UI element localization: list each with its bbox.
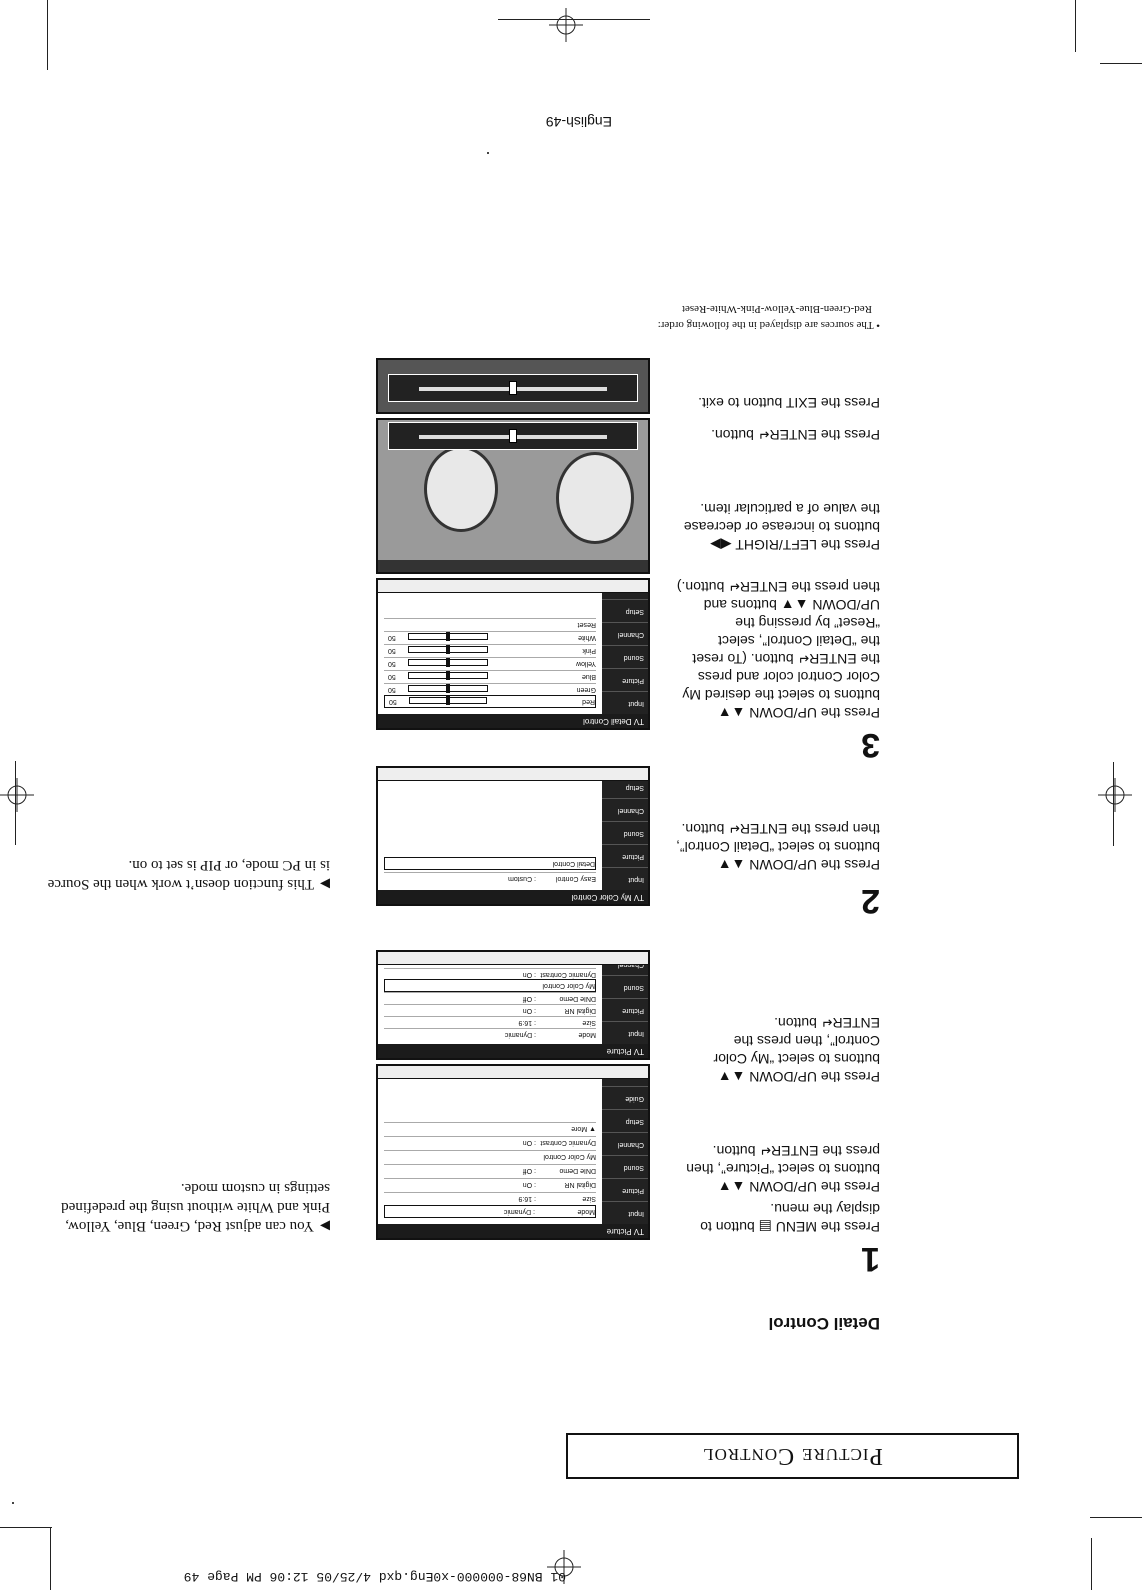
osd-row: DNIe Demo : Off — [384, 992, 596, 1004]
person-face-image — [556, 452, 634, 544]
osd-sidebar-item: Setup — [602, 599, 648, 622]
osd-row: My Color Control — [384, 979, 596, 992]
osd-row: Detail Control — [384, 857, 596, 870]
osd-row: Easy Control : Custom — [384, 872, 596, 884]
osd-sidebar — [602, 592, 648, 714]
step-text: Press the LEFT/RIGHT ◀▶ buttons to increase or decrease the value of a particular item. — [683, 501, 880, 553]
note — [40, 855, 330, 894]
osd-sidebar — [602, 964, 648, 1044]
registration-mark-icon — [549, 8, 583, 42]
tv-screen-photo — [376, 358, 650, 414]
section-title-box: Picture Control — [566, 1433, 1019, 1479]
osd-row: Dynamic Contrast : On — [384, 968, 596, 980]
osd-picture-menu — [376, 950, 650, 1060]
osd-footer — [378, 768, 648, 781]
osd-row: Size : 16:9 — [384, 1016, 596, 1028]
osd-sidebar-item: Guide — [602, 1086, 648, 1109]
osd-sidebar-item: Picture — [602, 998, 648, 1021]
osd-sidebar — [602, 1078, 648, 1224]
osd-sidebar-item: Input — [602, 867, 648, 890]
crop-mark — [1100, 63, 1142, 64]
osd-row: Dynamic Contrast : On — [384, 1136, 596, 1148]
page-number: English-49 — [545, 114, 612, 130]
osd-picture-menu — [376, 1064, 650, 1240]
osd-footer — [378, 952, 648, 965]
osd-row: White 50 — [384, 631, 596, 643]
osd-sidebar-item: Input — [602, 1021, 648, 1044]
note-bullet-icon: ▶ — [320, 1219, 330, 1234]
crop-mark — [1090, 1517, 1142, 1518]
osd-row: Mode : Dynamic — [384, 1028, 596, 1040]
footnote: • The sources are displayed in the following order: — [657, 319, 880, 331]
step-text: Press the EXIT button to exit. — [698, 395, 880, 411]
osd-footer — [378, 1066, 648, 1079]
footnote: Red-Green-Blue-Yellow-Pink-White-Reset — [681, 303, 872, 315]
crop-mark — [0, 1527, 52, 1528]
osd-title-bar — [378, 560, 648, 572]
page-title: Detail Control — [768, 1314, 880, 1333]
osd-sidebar-item: Channel — [602, 1132, 648, 1155]
osd-sidebar-item: Setup — [602, 775, 648, 798]
step-number: 2 — [861, 882, 880, 920]
step-text: Press the UP/DOWN ▲▼ buttons to select “Picture”, then press the ENTER↵ button. — [686, 1143, 880, 1195]
print-speck — [487, 152, 489, 154]
osd-sidebar — [602, 780, 648, 890]
osd-adjust-slider — [388, 374, 638, 402]
osd-row: Mode : Dynamic — [384, 1205, 596, 1218]
osd-sidebar-item: Sound — [602, 821, 648, 844]
step-number: 1 — [861, 1240, 880, 1278]
registration-mark-icon — [1098, 778, 1132, 812]
file-slug: 01 BN68-000000-x0Eng.qxd 4/25/05 12:06 PM Page 49 — [183, 1569, 566, 1584]
crop-mark — [47, 0, 48, 70]
osd-title-bar: TV Picture — [378, 1044, 648, 1058]
osd-row: Yellow 50 — [384, 657, 596, 669]
step-text: Press the UP/DOWN ▲▼ buttons to select “My Color Control”, then press the ENTER↵ button. — [713, 1015, 880, 1085]
osd-row: Blue 50 — [384, 670, 596, 682]
osd-sidebar-item: Sound — [602, 1155, 648, 1178]
note-text: This function doesn’t work when the Source is in PC mode, or PIP is set to on. — [47, 857, 330, 892]
osd-title-bar: TV My Color Control — [378, 890, 648, 904]
osd-sidebar-item: Input — [602, 1201, 648, 1224]
person-face-image — [424, 446, 498, 532]
note-bullet-icon: ▶ — [320, 877, 330, 892]
osd-row: Size : 16:9 — [384, 1192, 596, 1204]
osd-detail-control-menu — [376, 578, 650, 730]
step-text: Press the MENU ▤ button to display the menu. — [700, 1201, 880, 1235]
crop-mark — [1075, 0, 1076, 52]
osd-row: Digital NR : On — [384, 1178, 596, 1190]
step-number: 3 — [861, 726, 880, 764]
osd-sidebar-item: Channel — [602, 622, 648, 645]
tv-screen-photo — [376, 418, 650, 574]
osd-sidebar-item: Input — [602, 691, 648, 714]
osd-sidebar-item: Picture — [602, 844, 648, 867]
osd-sidebar-item: Picture — [602, 668, 648, 691]
step-text: Press the UP/DOWN ▲▼ buttons to select the desired My Color Control color and press the ENTER↵ button. (To reset the “Detail Control”, select “Reset” by pressing the UP/DOWN ▲▼ buttons and then press the ENTER↵ button.) — [676, 579, 880, 721]
osd-row: Reset — [384, 618, 596, 630]
crop-mark — [1091, 1538, 1092, 1590]
step-text: Press the ENTER↵ button. — [711, 427, 880, 443]
osd-row: Pink 50 — [384, 644, 596, 656]
osd-row: ▼ More — [384, 1122, 596, 1134]
osd-row: My Color Control — [384, 1150, 596, 1162]
osd-sidebar-item: Picture — [602, 1178, 648, 1201]
osd-row: Digital NR : On — [384, 1004, 596, 1016]
osd-sidebar-item: Setup — [602, 1109, 648, 1132]
note-text: You can adjust Red, Green, Blue, Yellow, Pink and White without using the predefined settings in custom mode. — [61, 1180, 330, 1234]
osd-footer — [378, 580, 648, 593]
osd-row: Green 50 — [384, 683, 596, 695]
osd-row: DNIe Demo : Off — [384, 1164, 596, 1176]
print-speck — [12, 1502, 14, 1504]
osd-row: Red 50 — [384, 695, 596, 708]
osd-sidebar-item: Sound — [602, 645, 648, 668]
registration-mark-icon — [0, 778, 34, 812]
note — [40, 1178, 330, 1236]
osd-my-color-menu — [376, 766, 650, 906]
crop-mark — [50, 1528, 51, 1590]
osd-sidebar-item: Sound — [602, 975, 648, 998]
osd-adjust-slider — [388, 422, 638, 450]
osd-sidebar-item: Channel — [602, 798, 648, 821]
step-text: Press the UP/DOWN ▲▼ buttons to select “Detail Control”, then press the ENTER↵ button. — [676, 821, 880, 873]
osd-title-bar: TV Picture — [378, 1224, 648, 1238]
osd-title-bar: TV Detail Control — [378, 714, 648, 728]
